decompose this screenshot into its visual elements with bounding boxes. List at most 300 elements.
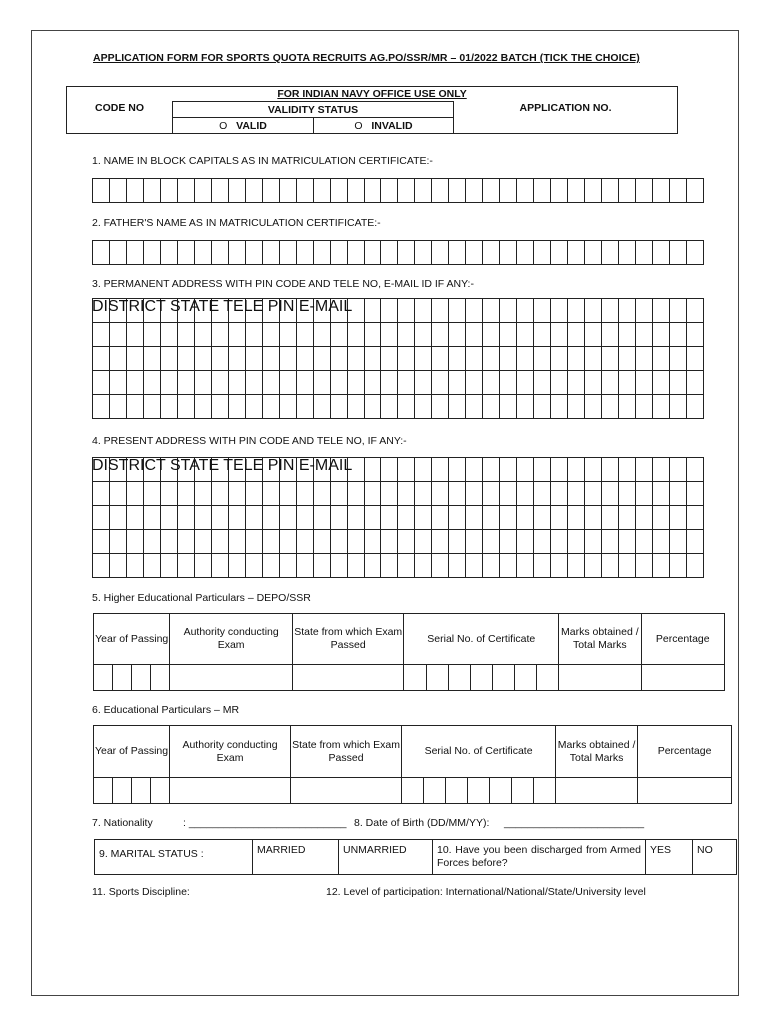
char-box[interactable] — [194, 395, 211, 419]
char-box[interactable] — [330, 299, 347, 323]
char-box[interactable] — [568, 554, 585, 578]
char-box[interactable] — [177, 371, 194, 395]
char-box[interactable] — [432, 482, 449, 506]
char-box[interactable] — [652, 241, 669, 265]
char-box[interactable] — [211, 299, 228, 323]
box-row[interactable] — [93, 299, 704, 323]
char-box[interactable] — [500, 179, 517, 203]
char-box[interactable] — [177, 530, 194, 554]
char-box[interactable] — [143, 554, 160, 578]
char-box[interactable] — [568, 299, 585, 323]
char-box[interactable] — [245, 395, 262, 419]
entry-cell[interactable] — [292, 665, 404, 691]
char-box[interactable] — [652, 458, 669, 482]
char-box[interactable] — [652, 506, 669, 530]
entry-cell[interactable] — [514, 665, 536, 691]
char-box[interactable] — [194, 179, 211, 203]
char-box[interactable] — [313, 395, 330, 419]
char-box[interactable] — [602, 371, 619, 395]
char-box[interactable] — [330, 554, 347, 578]
edu-entry-row[interactable] — [94, 778, 732, 804]
char-box[interactable] — [279, 323, 296, 347]
char-box[interactable] — [619, 323, 636, 347]
char-box[interactable] — [126, 530, 143, 554]
char-box[interactable] — [466, 299, 483, 323]
char-box[interactable] — [585, 530, 602, 554]
valid-radio-icon[interactable]: O — [219, 119, 228, 132]
char-box[interactable] — [398, 323, 415, 347]
char-box[interactable] — [517, 482, 534, 506]
char-box[interactable] — [483, 554, 500, 578]
char-box[interactable] — [568, 371, 585, 395]
char-box[interactable] — [669, 458, 686, 482]
char-box[interactable] — [398, 458, 415, 482]
char-box[interactable] — [585, 371, 602, 395]
char-box[interactable] — [160, 482, 177, 506]
char-box[interactable] — [432, 530, 449, 554]
char-box[interactable] — [568, 482, 585, 506]
char-box[interactable] — [296, 530, 313, 554]
char-box[interactable] — [381, 506, 398, 530]
char-box[interactable] — [619, 299, 636, 323]
char-box[interactable] — [313, 299, 330, 323]
char-box[interactable] — [228, 371, 245, 395]
entry-cell[interactable] — [534, 778, 556, 804]
char-box[interactable] — [398, 530, 415, 554]
char-box[interactable] — [483, 179, 500, 203]
char-box[interactable] — [585, 506, 602, 530]
char-box[interactable] — [364, 506, 381, 530]
char-box[interactable] — [347, 347, 364, 371]
char-box[interactable] — [602, 299, 619, 323]
char-box[interactable] — [364, 299, 381, 323]
char-box[interactable] — [177, 323, 194, 347]
char-box[interactable] — [313, 506, 330, 530]
char-box[interactable] — [262, 554, 279, 578]
char-box[interactable] — [211, 482, 228, 506]
char-box[interactable] — [245, 506, 262, 530]
char-box[interactable] — [415, 179, 432, 203]
char-box[interactable] — [449, 530, 466, 554]
valid-option[interactable]: O VALID — [173, 118, 314, 134]
char-box[interactable] — [143, 299, 160, 323]
char-box[interactable] — [652, 347, 669, 371]
char-box[interactable] — [194, 506, 211, 530]
char-box[interactable] — [347, 179, 364, 203]
char-box[interactable] — [517, 395, 534, 419]
char-box[interactable] — [381, 241, 398, 265]
char-box[interactable] — [500, 482, 517, 506]
char-box[interactable] — [636, 395, 653, 419]
char-box[interactable] — [126, 458, 143, 482]
char-box[interactable] — [330, 395, 347, 419]
char-box[interactable] — [636, 179, 653, 203]
char-box[interactable] — [330, 323, 347, 347]
char-box[interactable] — [619, 395, 636, 419]
char-box[interactable] — [398, 506, 415, 530]
char-box[interactable] — [415, 482, 432, 506]
char-box[interactable] — [669, 482, 686, 506]
entry-cell[interactable] — [291, 778, 402, 804]
char-box[interactable] — [585, 395, 602, 419]
char-box[interactable] — [296, 506, 313, 530]
char-box[interactable] — [636, 241, 653, 265]
entry-cell[interactable] — [424, 778, 446, 804]
char-box[interactable] — [177, 506, 194, 530]
char-box[interactable] — [347, 506, 364, 530]
char-box[interactable] — [686, 371, 703, 395]
char-box[interactable] — [602, 482, 619, 506]
char-box[interactable] — [398, 299, 415, 323]
char-box[interactable] — [602, 347, 619, 371]
char-box[interactable] — [415, 323, 432, 347]
char-box[interactable] — [177, 347, 194, 371]
char-box[interactable] — [398, 482, 415, 506]
char-box[interactable] — [279, 554, 296, 578]
char-box[interactable] — [279, 179, 296, 203]
char-box[interactable] — [602, 506, 619, 530]
char-box[interactable] — [381, 179, 398, 203]
char-box[interactable] — [143, 347, 160, 371]
char-box[interactable] — [449, 458, 466, 482]
char-box[interactable] — [262, 241, 279, 265]
entry-cell[interactable] — [132, 778, 151, 804]
char-box[interactable] — [228, 299, 245, 323]
char-box[interactable] — [619, 482, 636, 506]
char-box[interactable] — [296, 458, 313, 482]
char-box[interactable] — [686, 395, 703, 419]
char-box[interactable] — [109, 323, 126, 347]
char-box[interactable] — [483, 347, 500, 371]
char-box[interactable] — [109, 458, 126, 482]
char-box[interactable] — [500, 347, 517, 371]
char-box[interactable] — [517, 241, 534, 265]
char-box[interactable] — [636, 299, 653, 323]
char-box[interactable] — [602, 395, 619, 419]
char-box[interactable] — [466, 530, 483, 554]
char-box[interactable] — [551, 395, 568, 419]
char-box[interactable] — [93, 179, 110, 203]
char-box[interactable] — [160, 241, 177, 265]
char-box[interactable] — [160, 371, 177, 395]
char-box[interactable] — [194, 323, 211, 347]
char-box[interactable] — [126, 482, 143, 506]
name-boxes[interactable] — [92, 178, 704, 203]
char-box[interactable] — [500, 241, 517, 265]
char-box[interactable] — [279, 299, 296, 323]
char-box[interactable] — [211, 458, 228, 482]
entry-cell[interactable] — [537, 665, 559, 691]
char-box[interactable] — [415, 458, 432, 482]
char-box[interactable] — [636, 482, 653, 506]
char-box[interactable] — [364, 458, 381, 482]
char-box[interactable] — [449, 506, 466, 530]
char-box[interactable] — [211, 241, 228, 265]
char-box[interactable] — [483, 323, 500, 347]
char-box[interactable] — [483, 241, 500, 265]
char-box[interactable] — [483, 530, 500, 554]
char-box[interactable] — [211, 323, 228, 347]
char-box[interactable] — [534, 179, 551, 203]
char-box[interactable] — [398, 554, 415, 578]
char-box[interactable] — [330, 482, 347, 506]
entry-cell[interactable] — [113, 778, 132, 804]
entry-cell[interactable] — [426, 665, 448, 691]
char-box[interactable] — [669, 179, 686, 203]
char-box[interactable] — [432, 323, 449, 347]
char-box[interactable] — [177, 395, 194, 419]
char-box[interactable] — [551, 179, 568, 203]
char-box[interactable] — [143, 482, 160, 506]
entry-cell[interactable] — [556, 778, 638, 804]
char-box[interactable] — [313, 241, 330, 265]
char-box[interactable] — [686, 347, 703, 371]
char-box[interactable] — [160, 554, 177, 578]
yes-option[interactable]: YES — [646, 840, 693, 875]
char-box[interactable] — [669, 323, 686, 347]
char-box[interactable] — [500, 554, 517, 578]
char-box[interactable] — [313, 482, 330, 506]
char-box[interactable] — [686, 530, 703, 554]
char-box[interactable] — [449, 179, 466, 203]
char-box[interactable] — [381, 371, 398, 395]
char-box[interactable] — [279, 395, 296, 419]
char-box[interactable] — [109, 179, 126, 203]
code-no-cell[interactable]: CODE NO — [67, 102, 173, 134]
char-box[interactable] — [483, 458, 500, 482]
char-box[interactable] — [126, 179, 143, 203]
char-box[interactable] — [652, 395, 669, 419]
char-box[interactable] — [262, 179, 279, 203]
char-box[interactable] — [262, 458, 279, 482]
entry-cell[interactable] — [94, 778, 113, 804]
entry-cell[interactable] — [638, 778, 732, 804]
char-box[interactable] — [126, 299, 143, 323]
char-box[interactable] — [177, 179, 194, 203]
char-box[interactable] — [500, 506, 517, 530]
box-row[interactable] — [93, 458, 704, 482]
char-box[interactable] — [432, 347, 449, 371]
char-box[interactable] — [381, 299, 398, 323]
entry-cell[interactable] — [402, 778, 424, 804]
char-box[interactable] — [228, 530, 245, 554]
entry-cell[interactable] — [470, 665, 492, 691]
char-box[interactable] — [126, 347, 143, 371]
char-box[interactable] — [500, 458, 517, 482]
father-name-boxes[interactable] — [92, 240, 704, 265]
entry-cell[interactable] — [151, 778, 170, 804]
char-box[interactable] — [364, 482, 381, 506]
char-box[interactable] — [551, 554, 568, 578]
char-box[interactable] — [517, 323, 534, 347]
char-box[interactable] — [585, 179, 602, 203]
char-box[interactable] — [669, 554, 686, 578]
char-box[interactable] — [279, 482, 296, 506]
char-box[interactable] — [500, 371, 517, 395]
char-box[interactable] — [109, 347, 126, 371]
char-box[interactable] — [143, 371, 160, 395]
char-box[interactable] — [551, 530, 568, 554]
char-box[interactable] — [279, 347, 296, 371]
char-box[interactable] — [432, 179, 449, 203]
char-box[interactable] — [551, 458, 568, 482]
char-box[interactable] — [415, 347, 432, 371]
char-box[interactable] — [466, 371, 483, 395]
char-box[interactable] — [585, 241, 602, 265]
char-box[interactable] — [381, 347, 398, 371]
char-box[interactable] — [194, 482, 211, 506]
char-box[interactable] — [364, 371, 381, 395]
unmarried-option[interactable]: UNMARRIED — [339, 840, 433, 875]
char-box[interactable] — [296, 299, 313, 323]
char-box[interactable] — [517, 458, 534, 482]
char-box[interactable] — [534, 530, 551, 554]
char-box[interactable] — [262, 506, 279, 530]
char-box[interactable] — [296, 347, 313, 371]
char-box[interactable] — [398, 371, 415, 395]
char-box[interactable] — [686, 179, 703, 203]
char-box[interactable] — [602, 530, 619, 554]
box-row[interactable] — [93, 241, 704, 265]
char-box[interactable] — [211, 347, 228, 371]
char-box[interactable] — [245, 371, 262, 395]
char-box[interactable] — [534, 347, 551, 371]
char-box[interactable] — [585, 482, 602, 506]
char-box[interactable] — [347, 458, 364, 482]
char-box[interactable] — [381, 395, 398, 419]
char-box[interactable] — [500, 323, 517, 347]
char-box[interactable] — [211, 554, 228, 578]
char-box[interactable] — [262, 323, 279, 347]
char-box[interactable] — [686, 554, 703, 578]
char-box[interactable] — [126, 323, 143, 347]
char-box[interactable] — [143, 530, 160, 554]
char-box[interactable] — [415, 506, 432, 530]
box-row[interactable] — [93, 179, 704, 203]
char-box[interactable] — [330, 506, 347, 530]
char-box[interactable] — [449, 482, 466, 506]
char-box[interactable] — [652, 179, 669, 203]
char-box[interactable] — [619, 179, 636, 203]
char-box[interactable] — [466, 323, 483, 347]
invalid-option[interactable]: O INVALID — [314, 118, 454, 134]
char-box[interactable] — [262, 299, 279, 323]
char-box[interactable] — [686, 323, 703, 347]
char-box[interactable] — [347, 241, 364, 265]
char-box[interactable] — [313, 179, 330, 203]
char-box[interactable] — [245, 347, 262, 371]
char-box[interactable] — [245, 241, 262, 265]
char-box[interactable] — [619, 554, 636, 578]
char-box[interactable] — [296, 371, 313, 395]
char-box[interactable] — [636, 371, 653, 395]
char-box[interactable] — [652, 554, 669, 578]
char-box[interactable] — [194, 241, 211, 265]
char-box[interactable] — [551, 371, 568, 395]
char-box[interactable] — [93, 506, 110, 530]
char-box[interactable] — [364, 554, 381, 578]
char-box[interactable] — [619, 530, 636, 554]
entry-cell[interactable] — [132, 665, 151, 691]
char-box[interactable] — [194, 458, 211, 482]
char-box[interactable] — [347, 482, 364, 506]
char-box[interactable] — [143, 458, 160, 482]
char-box[interactable] — [143, 241, 160, 265]
char-box[interactable] — [432, 241, 449, 265]
char-box[interactable] — [619, 241, 636, 265]
char-box[interactable] — [432, 395, 449, 419]
char-box[interactable] — [93, 241, 110, 265]
char-box[interactable] — [636, 347, 653, 371]
char-box[interactable] — [669, 506, 686, 530]
edu-entry-row[interactable] — [94, 665, 725, 691]
char-box[interactable] — [466, 395, 483, 419]
char-box[interactable] — [517, 530, 534, 554]
char-box[interactable] — [177, 241, 194, 265]
char-box[interactable] — [211, 371, 228, 395]
char-box[interactable] — [364, 241, 381, 265]
char-box[interactable] — [534, 323, 551, 347]
char-box[interactable] — [585, 347, 602, 371]
char-box[interactable] — [466, 458, 483, 482]
char-box[interactable] — [177, 482, 194, 506]
char-box[interactable] — [466, 347, 483, 371]
char-box[interactable] — [245, 554, 262, 578]
char-box[interactable] — [296, 241, 313, 265]
char-box[interactable] — [534, 482, 551, 506]
char-box[interactable] — [534, 554, 551, 578]
char-box[interactable] — [534, 458, 551, 482]
entry-cell[interactable] — [492, 665, 514, 691]
char-box[interactable] — [245, 323, 262, 347]
char-box[interactable] — [619, 458, 636, 482]
char-box[interactable] — [364, 323, 381, 347]
char-box[interactable] — [517, 506, 534, 530]
char-box[interactable] — [279, 458, 296, 482]
char-box[interactable] — [551, 323, 568, 347]
char-box[interactable] — [177, 554, 194, 578]
char-box[interactable] — [177, 299, 194, 323]
char-box[interactable] — [109, 299, 126, 323]
char-box[interactable] — [93, 554, 110, 578]
char-box[interactable] — [449, 241, 466, 265]
box-row[interactable] — [93, 506, 704, 530]
char-box[interactable] — [143, 179, 160, 203]
dob-field[interactable]: ________________________ — [504, 817, 645, 829]
char-box[interactable] — [602, 323, 619, 347]
char-box[interactable] — [245, 458, 262, 482]
char-box[interactable] — [466, 506, 483, 530]
box-row[interactable] — [93, 323, 704, 347]
char-box[interactable] — [415, 530, 432, 554]
char-box[interactable] — [585, 299, 602, 323]
entry-cell[interactable] — [559, 665, 641, 691]
char-box[interactable] — [551, 482, 568, 506]
char-box[interactable] — [93, 371, 110, 395]
char-box[interactable] — [109, 554, 126, 578]
char-box[interactable] — [109, 241, 126, 265]
char-box[interactable] — [500, 530, 517, 554]
char-box[interactable] — [228, 458, 245, 482]
char-box[interactable] — [313, 554, 330, 578]
char-box[interactable] — [364, 530, 381, 554]
char-box[interactable] — [262, 530, 279, 554]
char-box[interactable] — [432, 299, 449, 323]
char-box[interactable] — [466, 241, 483, 265]
char-box[interactable] — [313, 530, 330, 554]
char-box[interactable] — [517, 371, 534, 395]
char-box[interactable] — [602, 554, 619, 578]
